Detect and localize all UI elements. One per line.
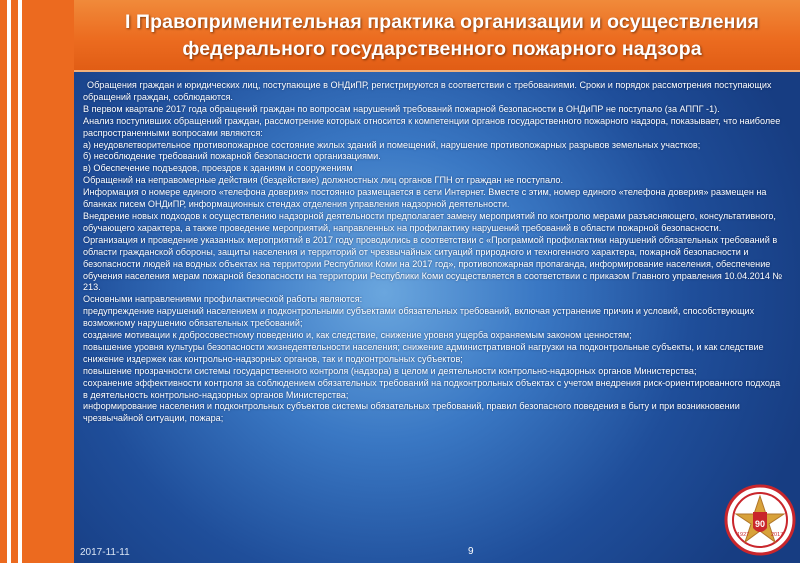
body-text: [83, 80, 785, 425]
emblem-year-right: 2017: [771, 532, 784, 538]
paragraph: Организация и проведение указанных мероприятий в 2017 году проводились в соответствии с «Программой профилактики нарушений обязательных требований в области гражданской обороны, защиты населения и территорий от чрезвычайных ситуаций природного и техногенного характера, пожарной безопасности и безопасности людей на водных объектах на территории Республики Коми на 2017 год», противопожарная пропаганда, информирование населения, обеспечение обучения населения мерам пожарной безопасности на территории Республики Коми осуществляется в соответствии с приказом Главного управления 10.04.2014 № 213.: [83, 234, 783, 293]
paragraph: информирование населения и подконтрольных субъектов системы обязательных требований, правил безопасного поведения в быту и при возникновении чрезвычайной ситуации, пожара;: [83, 401, 740, 424]
paragraph: а) неудовлетворительное противопожарное состояние жилых зданий и помещений, нарушение противопожарных разрывов земельных участков;: [83, 139, 701, 150]
left-decorative-strip: [0, 0, 74, 563]
paragraph: в) Обеспечение подъездов, проездов к зданиям и сооружениям: [83, 163, 353, 174]
paragraph: Анализ поступивших обращений граждан, рассмотрение которых относится к компетенции органов государственного пожарного надзора, показывает, что наиболее распространенными вопросами являются:: [83, 115, 781, 138]
paragraph: Информация о номере единого «телефона доверия» постоянно размещается в сети Интернет. Вместе с этим, номер единого «телефона доверия» размещен на бланках писем ОНДиПР, информационных стендах отделения управления надзорной деятельности.: [83, 187, 767, 210]
emblem-year-left: 1927: [737, 532, 750, 538]
paragraph: предупреждение нарушений населением и подконтрольными субъектами обязательных требований, включая устранение причин и условий, способствующих возможному нарушению обязательных требований;: [83, 306, 755, 329]
paragraph: повышение уровня культуры безопасности жизнедеятельности населения; снижение административной нагрузки на подконтрольные субъекты, и как следствие снижение издержек как контрольно-надзорных органов, так и подконтрольных субъектов;: [83, 341, 764, 364]
paragraph: создание мотивации к добросовестному поведению и, как следствие, снижение уровня ущерба охраняемым законом ценностям;: [83, 330, 632, 341]
paragraph: В первом квартале 2017 года обращений граждан по вопросам нарушений требований пожарной безопасности в ОНДиПР не поступало (за АППГ -1).: [83, 103, 720, 114]
footer-date: 2017-11-11: [80, 547, 130, 558]
paragraph: б) несоблюдение требований пожарной безопасности организациями.: [83, 151, 381, 162]
paragraph: сохранение эффективности контроля за соблюдением обязательных требований на подконтрольных объектах с учетом внедрения риск-ориентированного подхода в деятельность контрольно-надзорных органов Министерства;: [83, 377, 781, 400]
paragraph: Внедрение новых подходов к осуществлению надзорной деятельности предполагает замену мероприятий по контролю мерами разъясняющего, консультативного, обучающего характера, а также проведение мероприятий, направленных на профилактику нарушений требований в области пожарной безопасности.: [83, 210, 776, 233]
emblem-number: 90: [754, 519, 766, 529]
paragraph: Обращений на неправомерные действия (бездействие) должностных лиц органов ГПН от граждан не поступало.: [83, 175, 563, 186]
page-number: 9: [468, 546, 474, 557]
paragraph: Основными направлениями профилактической работы являются:: [83, 294, 363, 305]
anniversary-emblem-icon: [724, 484, 796, 556]
slide-title: I Правоприменительная практика организации и осуществления федерального государственного пожарного надзора: [124, 11, 760, 60]
paragraph: повышение прозрачности системы государственного контроля (надзора) в целом и деятельности контрольно-надзорных органов Министерства;: [83, 365, 697, 376]
paragraph: Обращения граждан и юридических лиц, поступающие в ОНДиПР, регистрируются в соответствии с требованиями. Сроки и порядок рассмотрения поступающих обращений граждан, соблюдаются.: [83, 80, 772, 102]
